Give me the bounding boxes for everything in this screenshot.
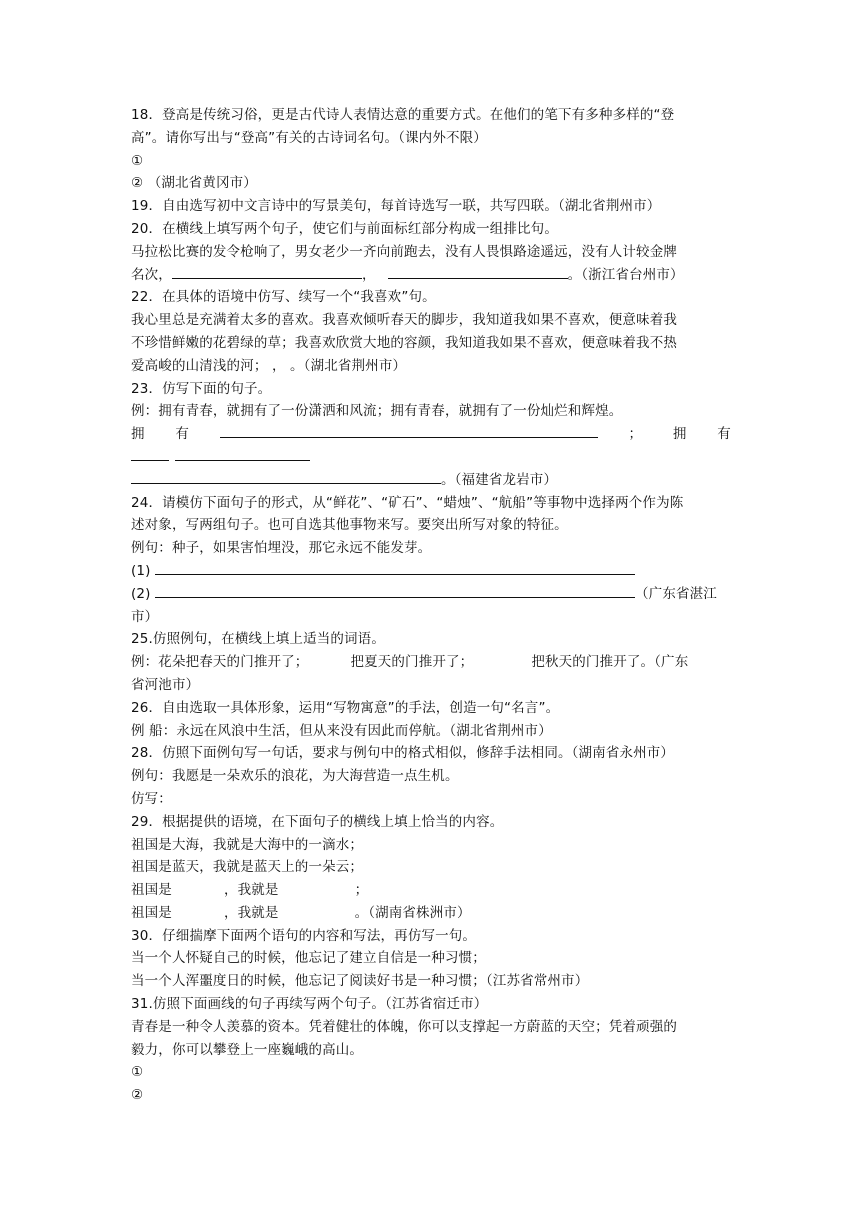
q29-line-1: 29．根据提供的语境，在下面句子的横线上填上恰当的内容。 bbox=[131, 813, 504, 830]
q20-blank-1[interactable] bbox=[172, 264, 362, 279]
q29-line-5 bbox=[131, 902, 731, 925]
q20-line-1: 20．在横线上填写两个句子，使它们与前面标红部分构成一组排比句。 bbox=[131, 220, 558, 237]
q22-line-3: 不珍惜鲜嫩的花碧绿的草；我喜欢欣赏大地的容颜，我知道我如果不喜欢，便意味着我不热 bbox=[131, 334, 677, 351]
q20-text-b: ， bbox=[361, 266, 376, 283]
q31-answer-1: ① bbox=[131, 1064, 144, 1081]
q23-line-1: 23．仿写下面的句子。 bbox=[131, 380, 272, 397]
q29-line-2: 祖国是大海，我就是大海中的一滴水； bbox=[131, 836, 364, 853]
q18-answer-1: ① bbox=[131, 152, 144, 169]
q24-line-2: 述对象，写两组句子。也可自选其他事物来写。要突出所写对象的特征。 bbox=[131, 517, 568, 534]
q23-word-4: 有 bbox=[717, 426, 731, 443]
q23-blank-4[interactable] bbox=[131, 469, 441, 484]
q24-blank-1[interactable] bbox=[155, 560, 635, 575]
q24-line-1: 24．请模仿下面句子的形式，从“鲜花”、“矿石”、“蜡烛”、“航船”等事物中选择两个作为陈 bbox=[131, 494, 684, 511]
q18-answer-2: ② （湖北省黄冈市） bbox=[131, 175, 257, 192]
q23-word-2: 有 bbox=[175, 426, 190, 443]
q31-line-1: 31.仿照下面画线的句子再续写两个句子。（江苏省宿迁市） bbox=[131, 996, 488, 1013]
q25-part-b: 把夏天的门推开了； bbox=[350, 654, 474, 671]
q28-line-2: 例句：我愿是一朵欢乐的浪花，为大海营造一点生机。 bbox=[131, 768, 459, 785]
q20-line-3 bbox=[131, 264, 731, 287]
q23-blank-3[interactable] bbox=[175, 446, 310, 461]
q23-blank-2[interactable] bbox=[131, 446, 169, 461]
q29-line-4 bbox=[131, 879, 731, 902]
q23-word-3: 拥 bbox=[672, 426, 687, 443]
q22-line-2: 我心里总是充满着太多的喜欢。我喜欢倾听春天的脚步，我知道我如果不喜欢，便意味着我 bbox=[131, 312, 677, 329]
q26-line-2: 例 船：永远在风浪中生活，但从来没有因此而停航。（湖北省荆州市） bbox=[131, 722, 552, 739]
q29-prefix-2: 祖国是 bbox=[131, 904, 172, 921]
q23-source: 。（福建省龙岩市） bbox=[441, 471, 558, 488]
q18-line-2: 高”。请你写出与“登高”有关的古诗词名句。（课内外不限） bbox=[131, 129, 487, 146]
q29-prefix-1: 祖国是 bbox=[131, 882, 172, 899]
q24-line-6: 市） bbox=[131, 608, 159, 625]
q29-mid-2: ，我就是 bbox=[223, 904, 279, 921]
q28-line-1: 28．仿照下面例句写一句话，要求与例句中的格式相似，修辞手法相同。（湖南省永州市） bbox=[131, 745, 675, 762]
q24-source-1: （广东省湛江 bbox=[635, 585, 717, 602]
q24-line-4 bbox=[131, 560, 731, 583]
q25-part-a: 例：花朵把春天的门推开了； bbox=[131, 654, 309, 671]
q29-line-3: 祖国是蓝天，我就是蓝天上的一朵云； bbox=[131, 859, 364, 876]
q23-line-3 bbox=[131, 423, 731, 446]
q31-line-2: 青春是一种令人羡慕的资本。凭着健壮的体魄，你可以支撑起一方蔚蓝的天空；凭着顽强的 bbox=[131, 1018, 677, 1035]
q20-blank-2[interactable] bbox=[388, 264, 568, 279]
document-page bbox=[131, 104, 731, 1107]
q19-line: 19．自由选写初中文言诗中的写景美句，每首诗选写一联，共写四联。（湖北省荆州市） bbox=[131, 198, 661, 215]
q24-line-3: 例句：种子，如果害怕埋没，那它永远不能发芽。 bbox=[131, 540, 432, 557]
q25-line-2 bbox=[131, 651, 731, 674]
q24-blank-2[interactable] bbox=[155, 583, 635, 598]
q20-text-c: 。（浙江省台州市） bbox=[567, 266, 684, 283]
q31-answer-2: ② bbox=[131, 1087, 144, 1104]
q25-line-3: 省河池市） bbox=[131, 676, 200, 693]
q28-line-3: 仿写： bbox=[131, 790, 172, 807]
q29-mid-1: ，我就是 bbox=[223, 882, 279, 899]
q25-line-1: 25.仿照例句，在横线上填上适当的词语。 bbox=[131, 631, 385, 648]
q31-line-3: 毅力，你可以攀登上一座巍峨的高山。 bbox=[131, 1041, 364, 1058]
q23-semicolon: ； bbox=[628, 426, 643, 443]
q24-line-5 bbox=[131, 583, 731, 606]
q23-line-5 bbox=[131, 469, 731, 492]
q29-end-1: ； bbox=[354, 882, 369, 899]
q23-line-2: 例：拥有青春，就拥有了一份潇洒和风流；拥有青春，就拥有了一份灿烂和辉煌。 bbox=[131, 403, 623, 420]
q23-line-4 bbox=[131, 446, 731, 469]
q23-word-1: 拥 bbox=[131, 426, 145, 443]
q20-line-2: 马拉松比赛的发令枪响了，男女老少一齐向前跑去，没有人畏惧路途遥远，没有人计较金牌 bbox=[131, 243, 677, 260]
q22-line-1: 22．在具体的语境中仿写、续写一个“我喜欢”句。 bbox=[131, 289, 436, 306]
q18-line-1: 18．登高是传统习俗，更是古代诗人表情达意的重要方式。在他们的笔下有多种多样的“登 bbox=[131, 107, 675, 123]
q22-line-4: 爱高峻的山清浅的河； ， 。（湖北省荆州市） bbox=[131, 357, 407, 374]
q30-line-2: 当一个人怀疑自己的时候，他忘记了建立自信是一种习惯； bbox=[131, 950, 486, 967]
q24-label-2: (2) bbox=[131, 585, 156, 602]
q24-label-1: (1) bbox=[131, 562, 156, 579]
q23-blank-1[interactable] bbox=[220, 423, 598, 438]
q26-line-1: 26．自由选取一具体形象，运用“写物寓意”的手法，创造一句“名言”。 bbox=[131, 699, 560, 716]
q30-line-3: 当一个人浑噩度日的时候，他忘记了阅读好书是一种习惯；（江苏省常州市） bbox=[131, 973, 589, 990]
q25-part-c: 把秋天的门推开了。（广东 bbox=[531, 654, 689, 671]
q20-text-a: 名次， bbox=[131, 266, 172, 283]
q29-source: 。（湖南省株洲市） bbox=[354, 904, 471, 921]
q30-line-1: 30．仔细揣摩下面两个语句的内容和写法，再仿写一句。 bbox=[131, 927, 477, 944]
